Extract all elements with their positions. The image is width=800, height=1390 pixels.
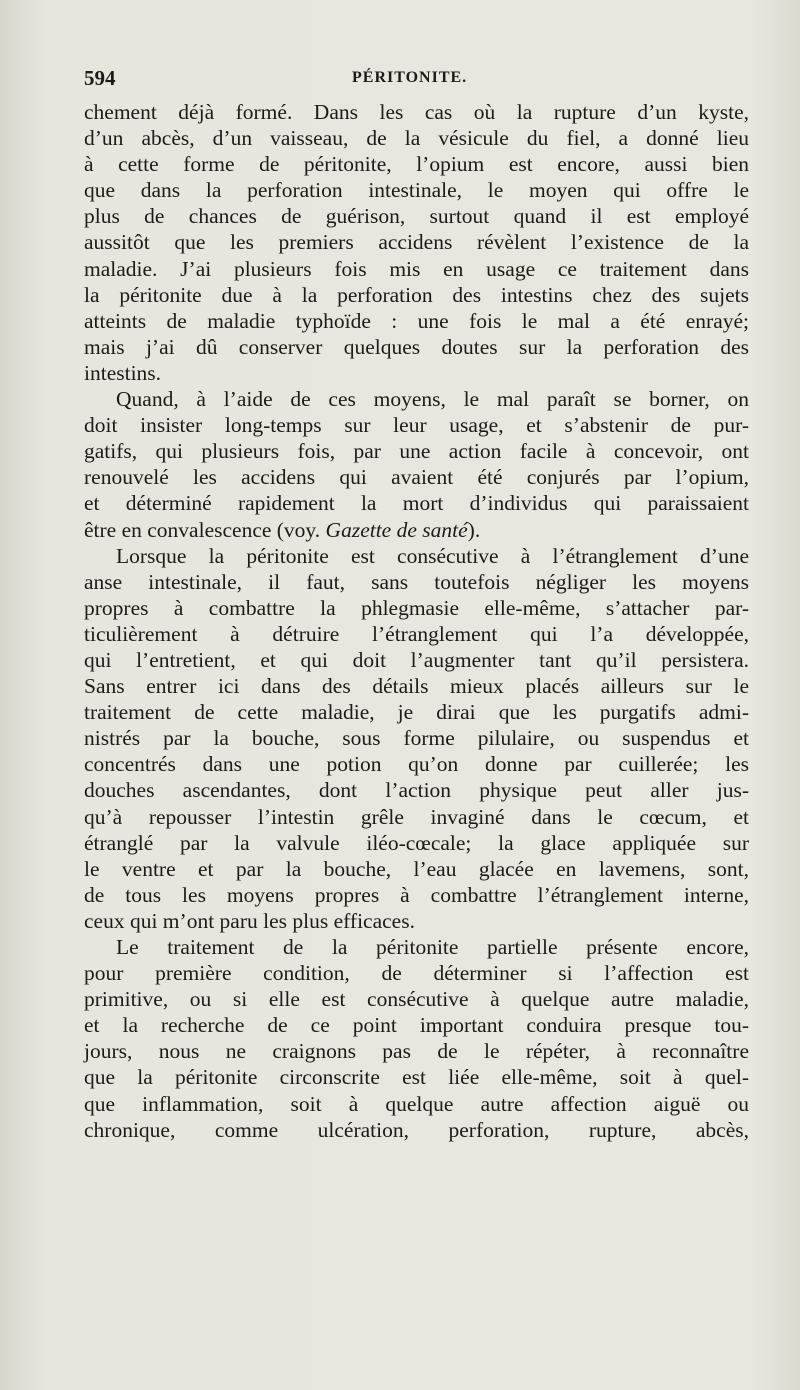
text-line: chronique, comme ulcération, perforation, rupture, abcès, — [84, 1117, 749, 1142]
text-fragment: être en convalescence (voy. — [84, 517, 326, 542]
text-line: Le traitement de la péritonite partielle présente encore, — [116, 935, 749, 959]
text-line: pour première condition, de déterminer si l’affection est — [84, 961, 749, 986]
text-line: et déterminé rapidement la mort d’individus qui paraissaient — [84, 491, 749, 516]
text-line: que dans la perforation intestinale, le moyen qui offre le — [84, 178, 749, 203]
text-line: d’un abcès, d’un vaisseau, de la vésicule du fiel, a donné lieu — [84, 126, 749, 151]
text-line: le ventre et par la bouche, l’eau glacée en lavemens, sont, — [84, 856, 749, 881]
text-line: atteints de maladie typhoïde : une fois le mal a été enrayé; — [84, 308, 749, 333]
page-header — [84, 66, 746, 94]
text-line: mais j’ai dû conserver quelques doutes sur la perforation des — [84, 334, 749, 359]
text-line: chement déjà formé. Dans les cas où la rupture d’un kyste, — [84, 100, 749, 124]
text-line: qui l’entretient, et qui doit l’augmenter tant qu’il persistera. — [84, 647, 749, 672]
text-line: plus de chances de guérison, surtout quand il est employé — [84, 204, 749, 229]
paragraph — [84, 386, 749, 543]
text-line: intestins. — [84, 360, 162, 385]
text-line: la péritonite due à la perforation des intestins chez des sujets — [84, 282, 749, 307]
text-line: douches ascendantes, dont l’action physique peut aller jus- — [84, 778, 749, 803]
text-line: Lorsque la péritonite est consécutive à l’étranglement d’une — [116, 543, 749, 568]
text-line: primitive, ou si elle est consécutive à quelque autre maladie, — [84, 987, 749, 1012]
text-line: Sans entrer ici dans des détails mieux placés ailleurs sur le — [84, 674, 749, 699]
text-line: et la recherche de ce point important conduira presque tou- — [84, 1013, 749, 1038]
text-line: renouvelé les accidens qui avaient été conjurés par l’opium, — [84, 465, 749, 490]
text-line: gatifs, qui plusieurs fois, par une action facile à concevoir, ont — [84, 439, 749, 464]
text-line: que inflammation, soit à quelque autre affection aiguë ou — [84, 1091, 749, 1116]
body-text — [84, 99, 749, 1143]
text-line: qu’à repousser l’intestin grêle invaginé dans le cœcum, et — [84, 804, 749, 829]
paragraph — [84, 99, 749, 386]
paragraph — [84, 934, 749, 1143]
text-line: propres à combattre la phlegmasie elle-même, s’attacher par- — [84, 595, 749, 620]
text-line: que la péritonite circonscrite est liée elle-même, soit à quel- — [84, 1065, 749, 1090]
text-line: traitement de cette maladie, je dirai que les purgatifs admi- — [84, 700, 749, 725]
text-line-with-citation — [84, 517, 749, 543]
text-line: anse intestinale, il faut, sans toutefois négliger les moyens — [84, 569, 749, 594]
text-fragment: ). — [467, 517, 481, 542]
running-title: PÉRITONITE. — [352, 69, 468, 86]
text-line: de tous les moyens propres à combattre l’étranglement interne, — [84, 882, 749, 907]
text-line: étranglé par la valvule iléo-cœcale; la glace appliquée sur — [84, 830, 749, 855]
text-line: concentrés dans une potion qu’on donne par cuillerée; les — [84, 752, 749, 777]
text-line: maladie. J’ai plusieurs fois mis en usage ce traitement dans — [84, 256, 749, 281]
text-line: ceux qui m’ont paru les plus efficaces. — [84, 908, 415, 933]
text-line: ticulièrement à détruire l’étranglement qui l’a développée, — [84, 621, 749, 646]
text-line: à cette forme de péritonite, l’opium est encore, aussi bien — [84, 152, 749, 177]
text-line: jours, nous ne craignons pas de le répéter, à reconnaître — [84, 1039, 749, 1064]
text-line: nistrés par la bouche, sous forme pilulaire, ou suspendus et — [84, 726, 749, 751]
paragraph — [84, 543, 749, 934]
text-line: doit insister long-temps sur leur usage, et s’abstenir de pur- — [84, 413, 749, 438]
citation-title: Gazette de santé — [325, 517, 468, 542]
text-line: aussitôt que les premiers accidens révèlent l’existence de la — [84, 230, 749, 255]
page-number: 594 — [84, 66, 116, 90]
text-line: Quand, à l’aide de ces moyens, le mal paraît se borner, on — [116, 387, 749, 412]
